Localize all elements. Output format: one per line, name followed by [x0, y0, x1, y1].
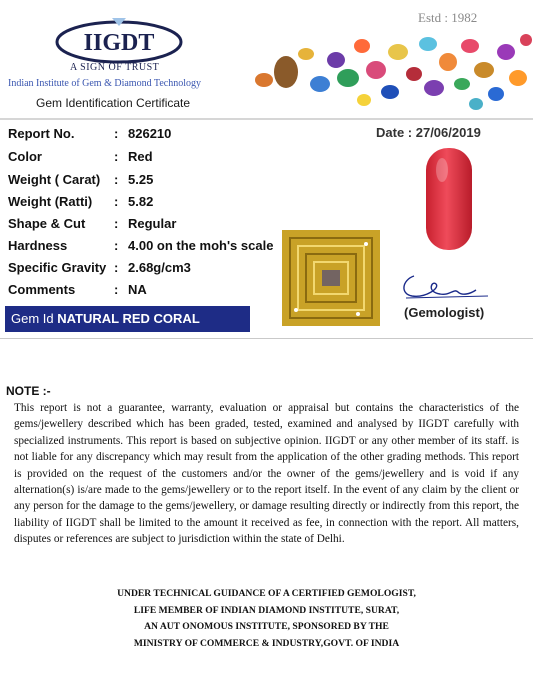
notes-section: [0, 346, 533, 679]
gemstones-image: [244, 22, 533, 112]
field-value: 5.82: [128, 194, 154, 209]
hologram-seal: [282, 230, 380, 326]
field-value: Red: [128, 149, 153, 164]
field-label: Weight ( Carat): [8, 172, 101, 187]
field-colon: :: [114, 172, 119, 187]
coral-stone-image: [424, 146, 474, 252]
field-value: 4.00 on the moh's scale: [128, 238, 274, 253]
guidance-line: UNDER TECHNICAL GUIDANCE OF A CERTIFIED GEMOLOGIST,: [117, 588, 416, 599]
field-label: Specific Gravity: [8, 260, 107, 275]
gemologist-signature: [396, 266, 496, 302]
iigdt-logo: [54, 14, 184, 66]
field-report-no: [8, 126, 171, 141]
field-label: Comments: [8, 282, 76, 297]
certificate-card: [0, 0, 533, 339]
field-color: [8, 149, 153, 164]
gem-id-value: NATURAL RED CORAL: [57, 311, 200, 326]
gem-id-label: Gem Id: [11, 311, 54, 326]
field-value: 5.25: [128, 172, 154, 187]
report-date: Date : 27/06/2019: [376, 125, 481, 140]
field-shape-cut: [8, 216, 176, 231]
tagline: A SIGN OF TRUST: [70, 62, 160, 73]
guidance-line: LIFE MEMBER OF INDIAN DIAMOND INSTITUTE, SURAT,: [133, 604, 400, 616]
field-colon: :: [114, 194, 119, 209]
field-label: Weight (Ratti): [8, 194, 93, 209]
gem-id-band: [5, 306, 250, 332]
note-title: NOTE :-: [6, 384, 51, 398]
field-value: Regular: [128, 216, 177, 231]
gemologist-label: (Gemologist): [404, 305, 485, 320]
institute-name: Indian Institute of Gem & Diamond Technology: [8, 78, 201, 89]
field-value: 2.68g/cm3: [128, 260, 191, 275]
field-label: Shape & Cut: [8, 216, 86, 231]
logo-text: IIGDT: [83, 30, 155, 56]
header-divider: [0, 118, 533, 120]
field-colon: :: [114, 216, 119, 231]
field-value: 826210: [128, 126, 172, 141]
field-hardness: [8, 238, 273, 253]
field-weight-carat: [8, 172, 153, 187]
guidance-line: MINISTRY OF COMMERCE & INDUSTRY,GOVT. OF INDIA: [133, 637, 400, 649]
field-comments: [8, 282, 147, 297]
field-label: Hardness: [8, 238, 68, 253]
guidance-block: [0, 586, 533, 652]
certificate-title: Gem Identification Certificate: [36, 96, 191, 110]
field-weight-ratti: [8, 194, 153, 209]
field-colon: :: [114, 149, 119, 164]
field-colon: :: [114, 282, 119, 297]
field-specific-gravity: [8, 260, 191, 275]
field-colon: :: [114, 260, 119, 275]
field-label: Color: [8, 149, 42, 164]
field-colon: :: [114, 126, 119, 141]
field-value: NA: [128, 282, 147, 297]
field-label: Report No.: [8, 126, 75, 141]
field-colon: :: [114, 238, 119, 253]
established-year: Estd : 1982: [418, 10, 478, 25]
guidance-line: AN AUT ONOMOUS INSTITUTE, SPONSORED BY THE: [144, 621, 389, 633]
note-body: This report is not a guarantee, warranty, evaluation or appraisal but contains the characteristics of the gems/jewellery described which has been graded, tested, examined and analysed by IIGDT carefully with specialized instruments. This report is based on subjective opinion. IIGDT or any other member of its staff. is not liable for any discrepancy which may result from the application of the other grading methods. This report is provided on the request of the customers and/or the owner of the gems/jewellery and is void if any alternation(s) is/are made to the gems/jewellery or to the report itself. In the event of any claim by the client or any person for the damage to the gems/jewellery, or damage resulting directly or indirectly from this report, the liability of IIGDT shall be limited to the amount it received as fee, in connection with the report. All matters, disputes or references are subject to jurisdiction within the state of Delhi.: [14, 402, 519, 546]
